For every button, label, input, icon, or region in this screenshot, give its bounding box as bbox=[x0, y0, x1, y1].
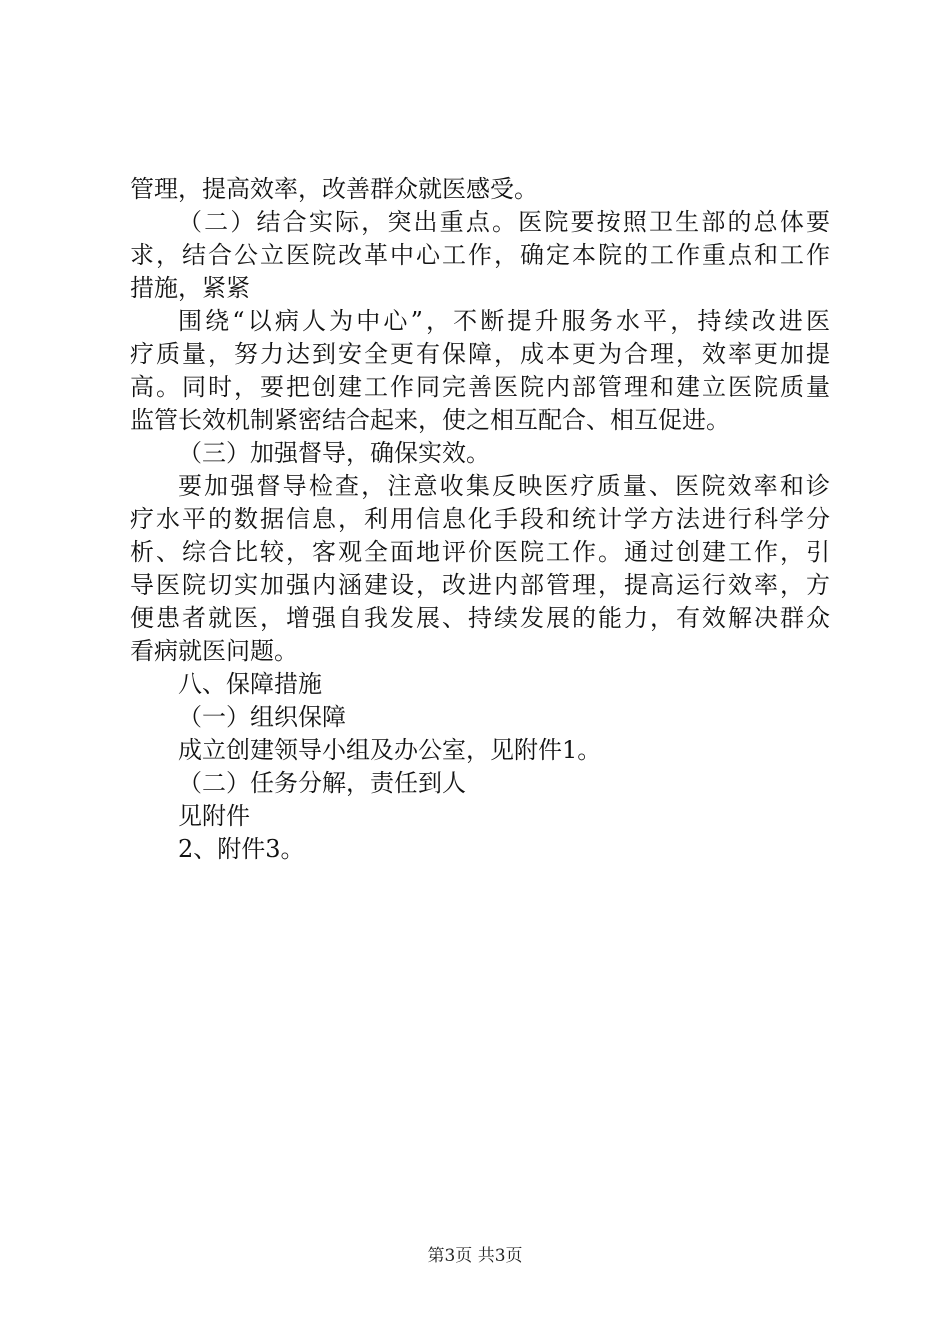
paragraph-line: 管理，提高效率，改善群众就医感受。 bbox=[130, 175, 538, 203]
paragraph-line: 2、附件3。 bbox=[178, 835, 305, 863]
paragraph-line: 导医院切实加强内涵建设，改进内部管理，提高运行效率，方 bbox=[130, 571, 830, 599]
paragraph-line: （二）结合实际，突出重点。医院要按照卫生部的总体要 bbox=[178, 208, 830, 236]
paragraph-line: 高。同时，要把创建工作同完善医院内部管理和建立医院质量 bbox=[130, 373, 830, 401]
paragraph-line: 措施，紧紧 bbox=[130, 274, 250, 302]
paragraph-line: 围绕“以病人为中心”，不断提升服务水平，持续改进医 bbox=[178, 307, 830, 335]
paragraph-line: 析、综合比较，客观全面地评价医院工作。通过创建工作，引 bbox=[130, 538, 830, 566]
section-heading: 八、保障措施 bbox=[178, 670, 322, 698]
subsection-heading: （二）任务分解，责任到人 bbox=[178, 769, 466, 797]
subsection-heading: （一）组织保障 bbox=[178, 703, 346, 731]
section-heading: （三）加强督导，确保实效。 bbox=[178, 439, 490, 467]
paragraph-line: 成立创建领导小组及办公室，见附件1。 bbox=[178, 736, 602, 764]
paragraph-line: 监管长效机制紧密结合起来，使之相互配合、相互促进。 bbox=[130, 406, 730, 434]
paragraph-line: 便患者就医，增强自我发展、持续发展的能力，有效解决群众 bbox=[130, 604, 830, 632]
paragraph-line: 疗质量，努力达到安全更有保障，成本更为合理，效率更加提 bbox=[130, 340, 830, 368]
paragraph-line: 看病就医问题。 bbox=[130, 637, 298, 665]
paragraph-line: 求，结合公立医院改革中心工作，确定本院的工作重点和工作 bbox=[130, 241, 830, 269]
paragraph-line: 见附件 bbox=[178, 802, 250, 830]
page-footer: 第3页 共3页 bbox=[427, 1246, 523, 1266]
paragraph-line: 要加强督导检查，注意收集反映医疗质量、医院效率和诊 bbox=[178, 472, 830, 500]
paragraph-line: 疗水平的数据信息，利用信息化手段和统计学方法进行科学分 bbox=[130, 505, 830, 533]
